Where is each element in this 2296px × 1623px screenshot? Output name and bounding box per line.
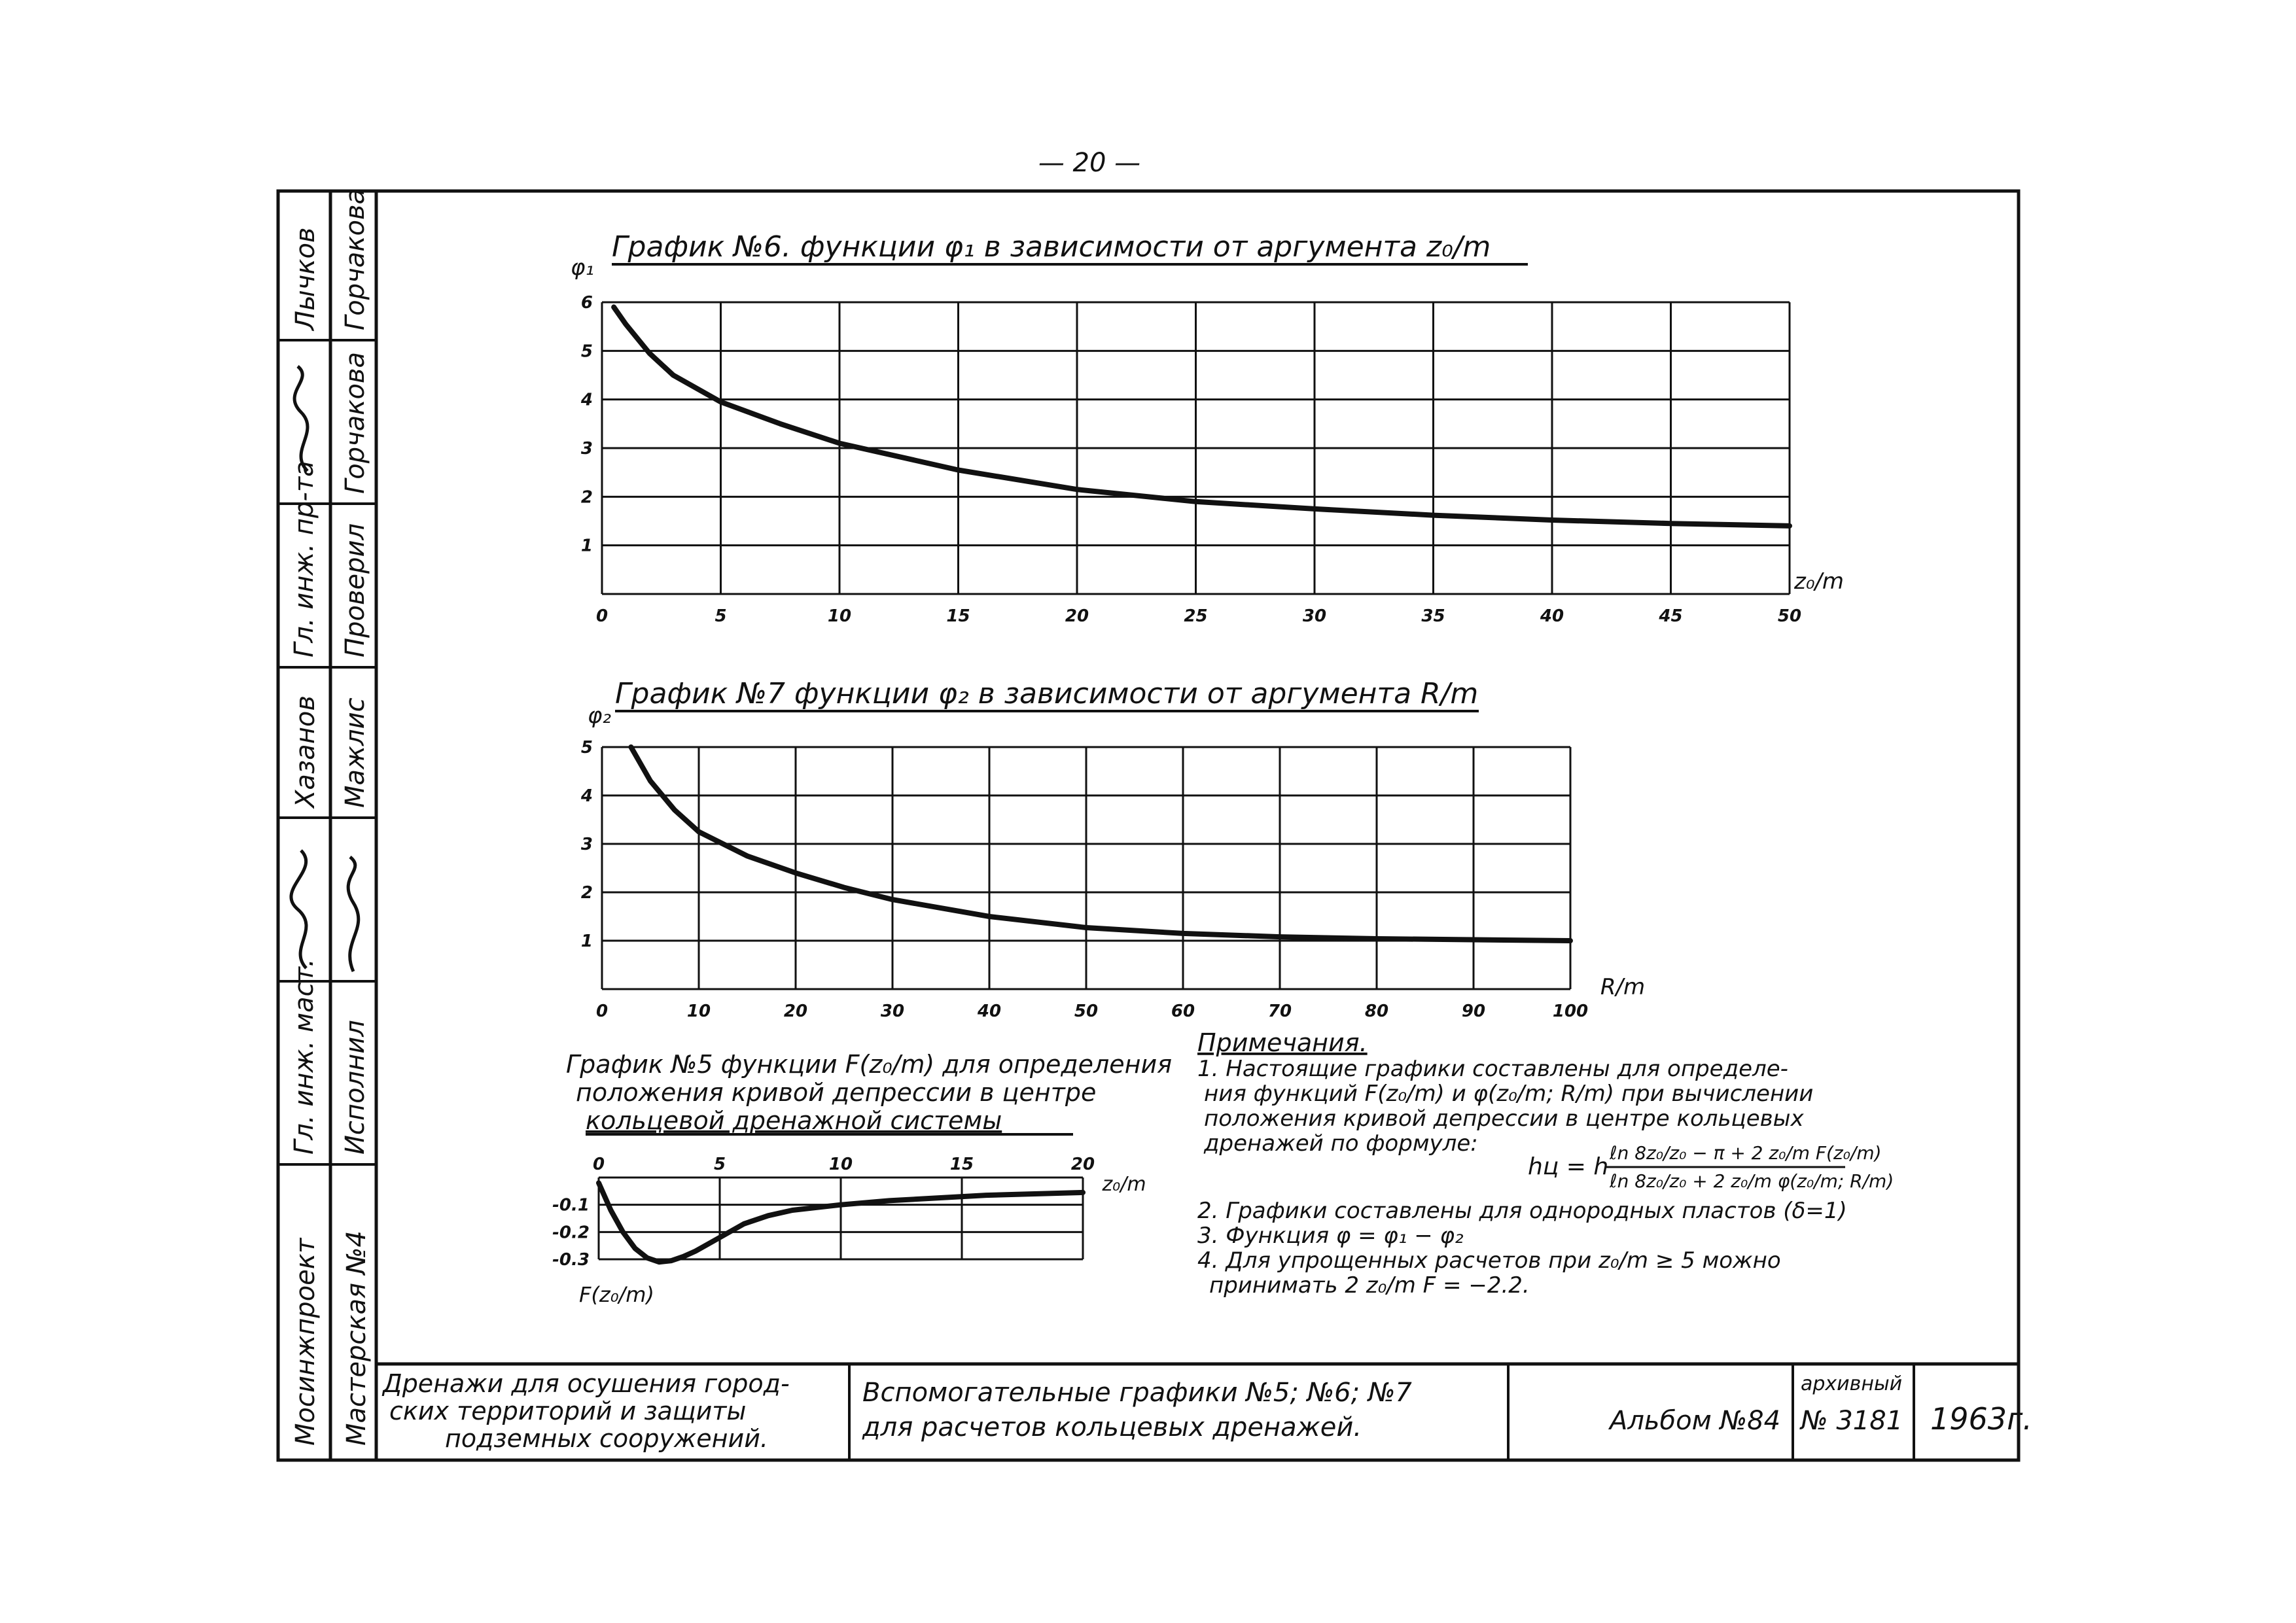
note-line: принимать 2 z₀/m F = −2.2. xyxy=(1209,1272,1530,1299)
x-tick-label: 20 xyxy=(1065,606,1089,626)
notes-heading: Примечания. xyxy=(1197,1028,1368,1057)
chart-5-title-line: График №5 функции F(z₀/m) для определения xyxy=(566,1050,1173,1079)
sheet-title-line: Вспомогательные графики №5; №6; №7 xyxy=(862,1378,1412,1408)
chart-7 xyxy=(580,677,1645,1021)
chart-5-ticks xyxy=(552,1155,1095,1270)
note-line: 1. Настоящие графики составлены для определе- xyxy=(1197,1056,1788,1082)
x-tick-label: 40 xyxy=(1540,606,1564,626)
x-tick-label: 0 xyxy=(592,1155,605,1174)
sheet-title-line: для расчетов кольцевых дренажей. xyxy=(862,1412,1362,1442)
chart-7-title: График №7 функции φ₂ в зависимости от аргумента R/m xyxy=(615,677,1479,710)
y-tick-label: -0.1 xyxy=(552,1195,590,1215)
y-tick-label: 5 xyxy=(580,738,593,758)
chart-7-ticks xyxy=(580,738,1588,1021)
role-label: Исполнил xyxy=(340,1020,370,1155)
x-tick-label: 80 xyxy=(1364,1002,1389,1021)
x-tick-label: 10 xyxy=(686,1002,711,1021)
chart-7-ylabel: φ₂ xyxy=(588,703,612,729)
x-tick-label: 10 xyxy=(828,1155,853,1174)
x-tick-label: 15 xyxy=(946,606,970,626)
x-tick-label: 10 xyxy=(827,606,852,626)
x-tick-label: 5 xyxy=(715,606,727,626)
x-tick-label: 5 xyxy=(713,1155,726,1174)
x-tick-label: 30 xyxy=(1302,606,1327,626)
y-tick-label: 4 xyxy=(580,390,593,410)
chart-6 xyxy=(571,230,1844,626)
signature xyxy=(294,366,308,471)
y-tick-label: 6 xyxy=(580,293,593,313)
formula-numerator: ℓn 8z₀/z₀ − π + 2 z₀/m F(z₀/m) xyxy=(1610,1142,1882,1164)
chart-6-curve xyxy=(614,307,1790,526)
person-name: Лычков xyxy=(291,227,321,330)
chart-6-xlabel: z₀/m xyxy=(1793,568,1845,595)
x-tick-label: 0 xyxy=(595,606,609,626)
x-tick-label: 30 xyxy=(880,1002,905,1021)
y-tick-label: 4 xyxy=(580,786,593,806)
x-tick-label: 45 xyxy=(1659,606,1683,626)
note-line: положения кривой депрессии в центре кольцевых xyxy=(1204,1106,1804,1132)
title-block xyxy=(376,1364,2032,1460)
y-tick-label: 3 xyxy=(580,439,593,459)
chart-6-ticks xyxy=(580,293,1801,626)
y-tick-label: 3 xyxy=(580,835,593,854)
x-tick-label: 15 xyxy=(949,1155,974,1174)
x-tick-label: 40 xyxy=(977,1002,1002,1021)
signature xyxy=(291,850,306,968)
page-number: — 20 — xyxy=(1038,148,1141,178)
y-tick-label: 5 xyxy=(580,341,593,362)
person-name: Горчакова xyxy=(340,188,370,330)
chart-6-title: График №6. функции φ₁ в зависимости от аргумента z₀/m xyxy=(612,230,1491,264)
note-line: ния функций F(z₀/m) и φ(z₀/m; R/m) при вычислении xyxy=(1204,1081,1814,1107)
x-tick-label: 70 xyxy=(1267,1002,1292,1021)
workshop-name: Мастерская №4 xyxy=(342,1230,372,1446)
y-tick-label: 2 xyxy=(580,487,593,508)
chart-6-ylabel: φ₁ xyxy=(571,254,595,281)
org-name: Мосинжпроект xyxy=(291,1238,321,1446)
person-name: Горчакова xyxy=(340,351,370,494)
formula-denominator: ℓn 8z₀/z₀ + 2 z₀/m φ(z₀/m; R/m) xyxy=(1610,1170,1894,1192)
chart-5 xyxy=(552,1050,1172,1307)
x-tick-label: 60 xyxy=(1171,1002,1195,1021)
role-label: Гл. инж. маст. xyxy=(289,958,319,1155)
note-line: 2. Графики составлены для однородных пластов (δ=1) xyxy=(1197,1198,1847,1224)
y-tick-label: 1 xyxy=(580,536,593,556)
note-line: 3. Функция φ = φ₁ − φ₂ xyxy=(1197,1223,1464,1249)
y-tick-label: -0.2 xyxy=(552,1223,590,1243)
x-tick-label: 50 xyxy=(1074,1002,1099,1021)
x-tick-label: 20 xyxy=(783,1002,808,1021)
project-title-line: подземных сооружений. xyxy=(445,1424,768,1453)
signature xyxy=(348,857,359,971)
x-tick-label: 0 xyxy=(595,1002,609,1021)
chart-6-grid xyxy=(602,302,1790,594)
role-label: Гл. инж. пр-та xyxy=(289,461,319,657)
chart-5-xlabel: z₀/m xyxy=(1102,1173,1146,1196)
archive-label: архивный xyxy=(1801,1372,1903,1395)
project-title-line: ских территорий и защиты xyxy=(389,1397,747,1425)
y-tick-label: 1 xyxy=(580,932,593,951)
chart-5-title-line: положения кривой депрессии в центре xyxy=(576,1078,1097,1107)
x-tick-label: 35 xyxy=(1421,606,1445,626)
chart-5-grid xyxy=(599,1178,1083,1259)
person-name: Мажлис xyxy=(340,697,370,808)
role-label: Проверил xyxy=(340,523,370,657)
x-tick-label: 90 xyxy=(1461,1002,1486,1021)
chart-5-title-line: кольцевой дренажной системы xyxy=(586,1106,1002,1135)
archive-number: № 3181 xyxy=(1801,1406,1903,1436)
year: 1963г. xyxy=(1930,1401,2032,1437)
note-line: дренажей по формуле: xyxy=(1204,1130,1478,1157)
x-tick-label: 50 xyxy=(1777,606,1802,626)
formula-lhs: hц = h xyxy=(1528,1153,1609,1180)
note-line: 4. Для упрощенных расчетов при z₀/m ≥ 5 можно xyxy=(1197,1248,1781,1274)
y-tick-label: -0.3 xyxy=(552,1250,590,1270)
chart-5-ylabel: F(z₀/m) xyxy=(579,1282,654,1307)
y-tick-label: 2 xyxy=(580,883,593,903)
x-tick-label: 100 xyxy=(1552,1002,1589,1021)
notes xyxy=(1197,1028,1894,1299)
album-number: Альбом №84 xyxy=(1610,1406,1781,1436)
person-name: Хазанов xyxy=(291,695,321,808)
x-tick-label: 25 xyxy=(1184,606,1208,626)
chart-7-grid xyxy=(602,747,1570,989)
chart-7-xlabel: R/m xyxy=(1600,974,1646,1000)
x-tick-label: 20 xyxy=(1070,1155,1095,1174)
project-title-line: Дренажи для осушения город- xyxy=(383,1369,790,1398)
